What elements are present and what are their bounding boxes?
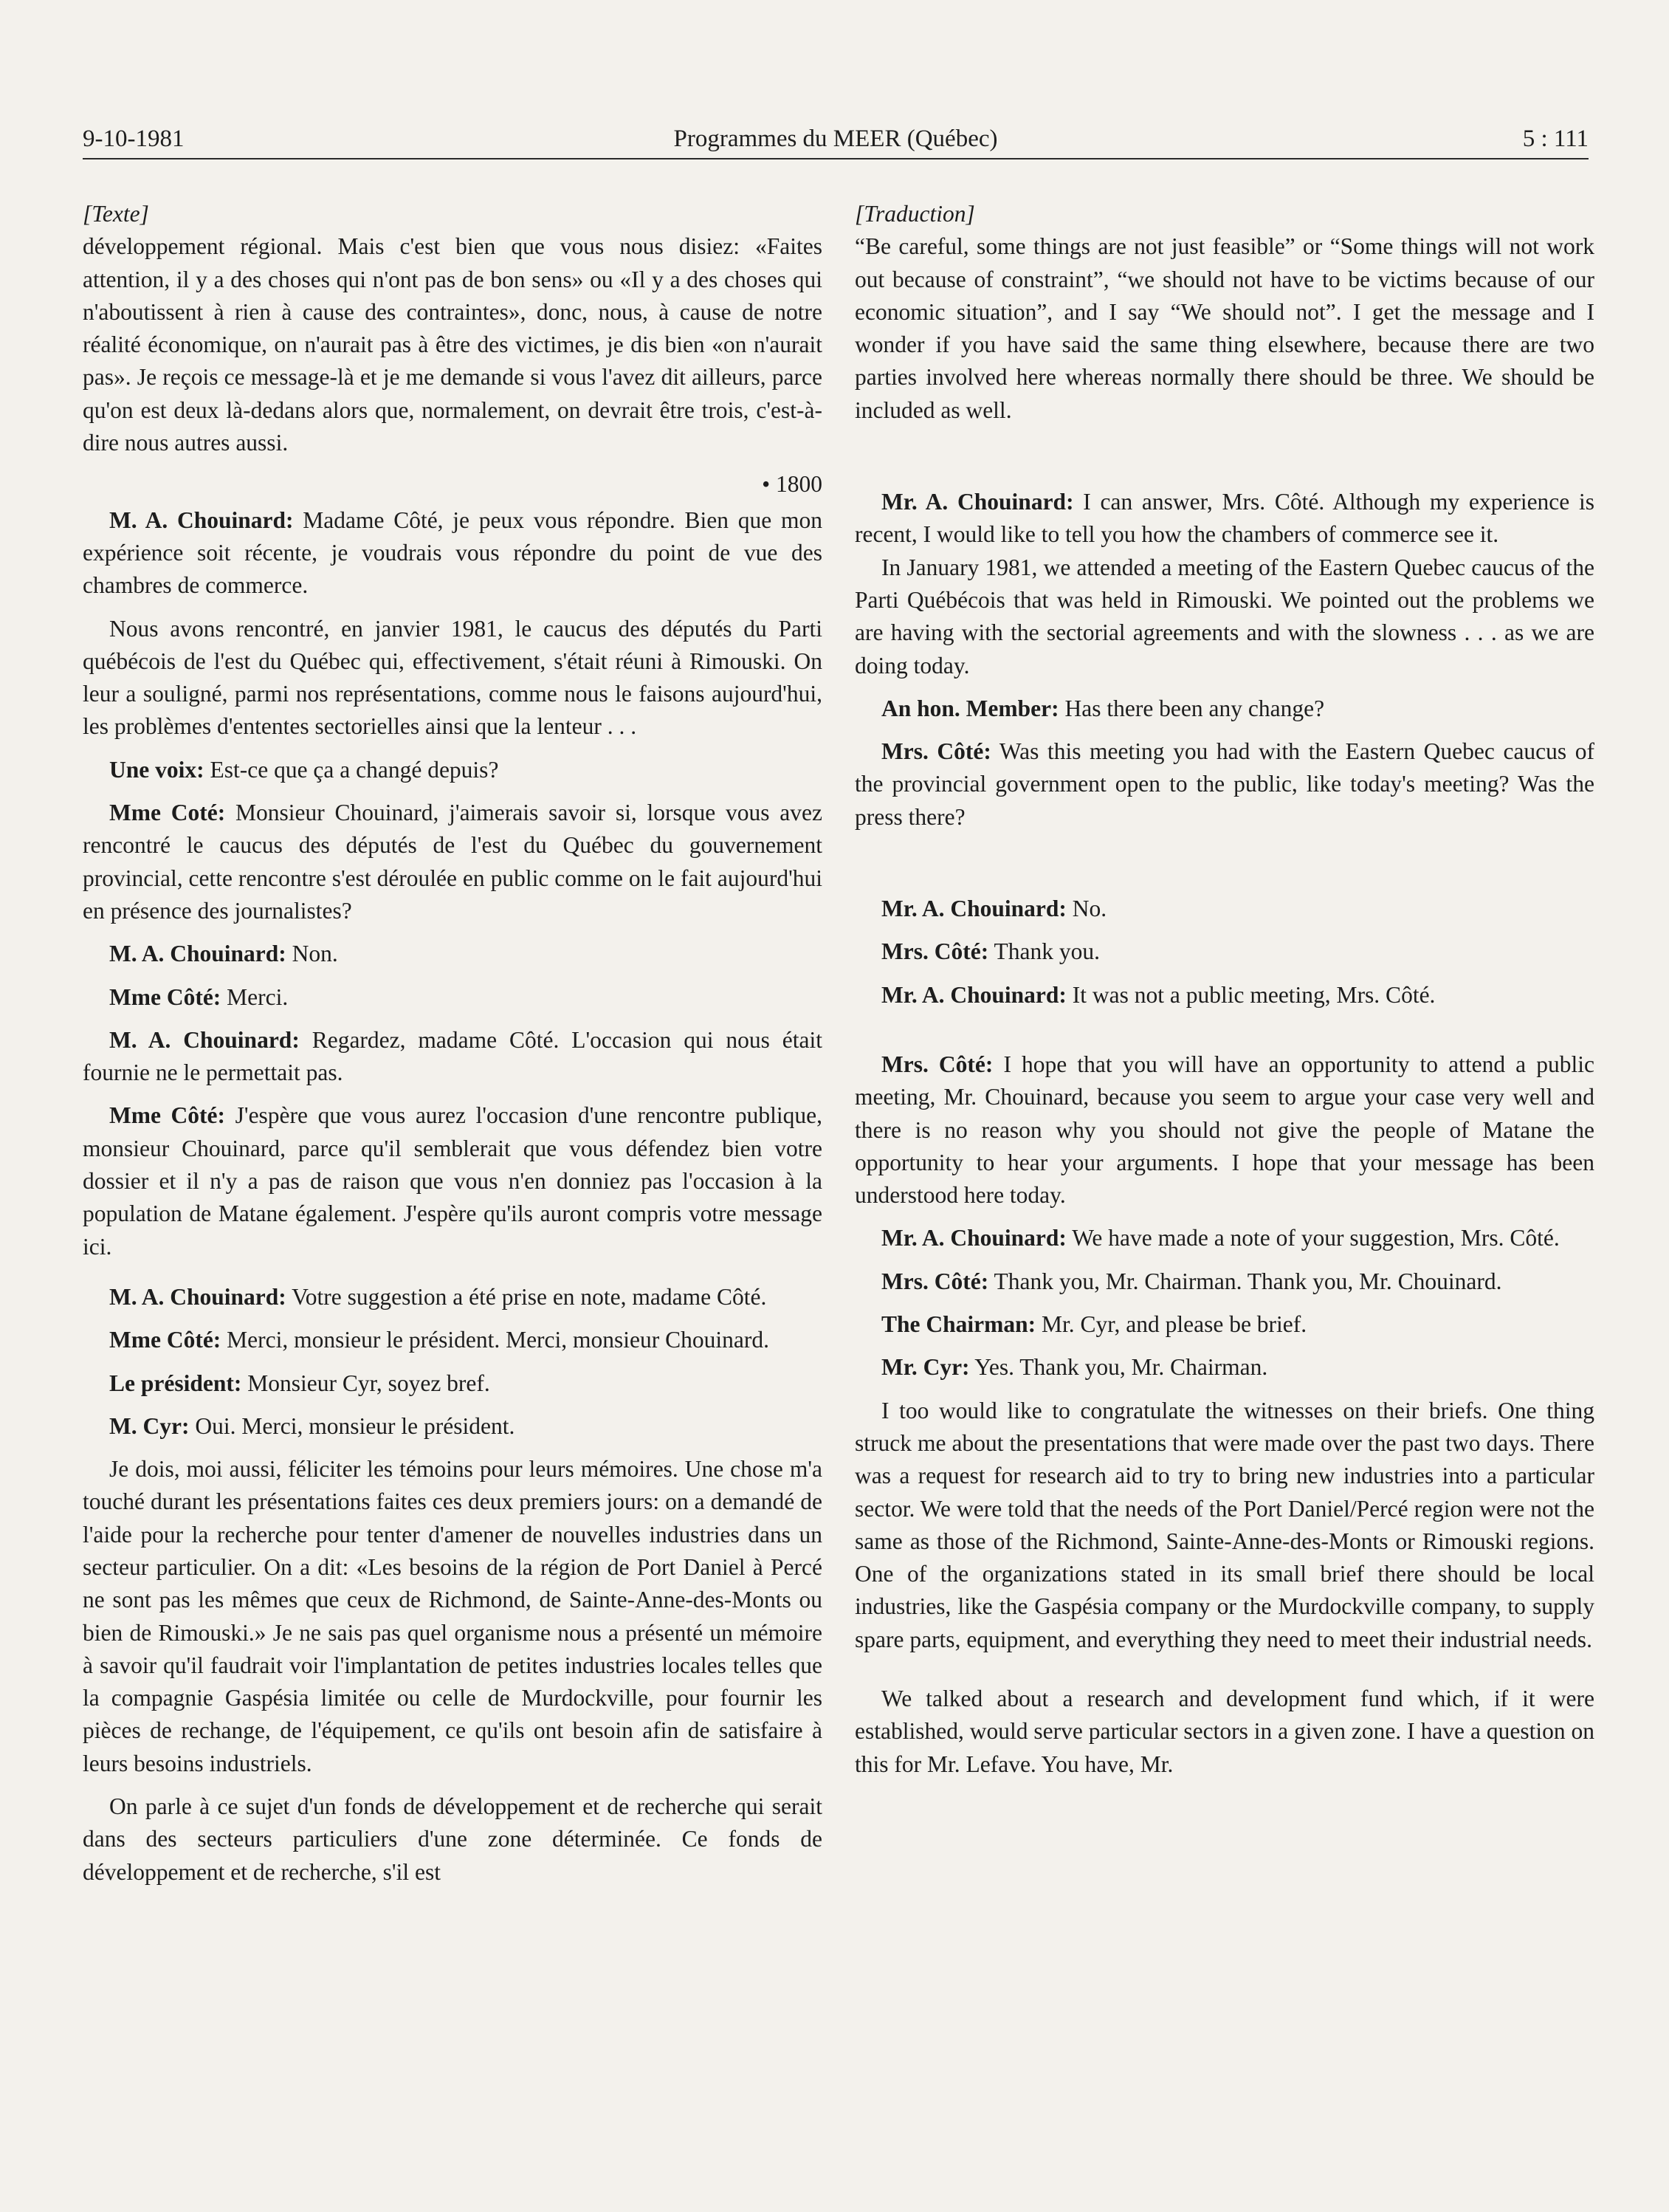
speaker: Mme Côté:: [109, 983, 221, 1010]
time-marker: • 1800: [762, 471, 822, 498]
speech: [83, 981, 822, 1014]
speech-text: Votre suggestion a été prise en note, madame Côté.: [286, 1283, 767, 1310]
speaker: Mr. A. Chouinard:: [881, 1225, 1067, 1251]
speech-text: Est-ce que ça a changé depuis?: [204, 756, 499, 783]
header-date: 9-10-1981: [83, 126, 185, 152]
speaker: M. A. Chouinard:: [109, 1283, 286, 1310]
speech: [855, 979, 1594, 1011]
speech-text: I can answer, Mrs. Côté. Although my experience is recent, I would like to tell you how the chambers of commerce see it.: [855, 489, 1594, 548]
speech: [83, 1024, 822, 1090]
speech: [855, 893, 1594, 925]
speech: [855, 1351, 1594, 1384]
speaker: The Chairman:: [881, 1311, 1036, 1338]
speaker: Mr. A. Chouinard:: [881, 896, 1067, 922]
speech-text: No.: [1066, 896, 1107, 922]
speech: [83, 1324, 822, 1356]
speech-text: Monsieur Cyr, soyez bref.: [241, 1370, 490, 1396]
paragraph: On parle à ce sujet d'un fonds de développement et de recherche qui serait dans des secteurs particuliers d'une zone déterminée. Ce fonds de développement et de recherche, s'il est: [83, 1793, 822, 1885]
speaker: Mrs. Côté:: [881, 938, 989, 965]
speech: [855, 693, 1594, 725]
speaker: Mr. Cyr:: [881, 1354, 970, 1381]
column-english: [855, 198, 1594, 1781]
paragraph: We talked about a research and development fund which, if it were established, would serve particular sectors in a given zone. I have a question on this for Mr. Lefave. You have, Mr.: [855, 1685, 1594, 1777]
speaker: Mme Coté:: [109, 800, 226, 826]
speech: [855, 1308, 1594, 1341]
speaker: M. A. Chouinard:: [109, 1026, 300, 1053]
speech-text: Was this meeting you had with the Eastern Quebec caucus of the provincial government open to the public, like today's meeting? Was the press there?: [855, 738, 1594, 830]
speech: [83, 938, 822, 970]
speech-text: I hope that you will have an opportunity to attend a public meeting, Mr. Chouinard, because you seem to argue your case very well and there is no reason why you should not give the people of Matane the opportunity to hear your arguments. I hope that your message has been understood here today.: [855, 1051, 1594, 1209]
speaker: Mme Côté:: [109, 1102, 226, 1129]
speech: [855, 1048, 1594, 1212]
paragraph: “Be careful, some things are not just feasible” or “Some things will not work out because of constraint”, “we should not have to be victims because of our economic situation”, and I say “We should not”. I get the message and I wonder if you have said the same thing elsewhere, because there are two parties involved here whereas normally there should be three. We should be included as well.: [855, 233, 1594, 423]
speaker: M. A. Chouinard:: [109, 941, 286, 967]
header-rule: [83, 158, 1589, 159]
speaker: Une voix:: [109, 756, 204, 783]
speaker: Mrs. Côté:: [881, 1051, 994, 1077]
speaker: Mr. A. Chouinard:: [881, 489, 1074, 515]
speech: [83, 1281, 822, 1313]
speech-text: Merci.: [221, 983, 289, 1010]
speech-text: Has there been any change?: [1059, 695, 1325, 721]
header-title: Programmes du MEER (Québec): [673, 126, 998, 152]
speech-text: Monsieur Chouinard, j'aimerais savoir si, lorsque vous avez rencontré le caucus des députés de l'est du Québec du gouvernement provincial, cette rencontre s'est déroulée en public comme on le fait aujourd'hui en présence des journalistes?: [83, 800, 822, 924]
paragraph: In January 1981, we attended a meeting of the Eastern Quebec caucus of the Parti Québécois that was held in Rimouski. We pointed out the problems we are having with the sectorial agreements and with the slowness . . . as we are doing today.: [855, 554, 1594, 679]
speech-text: J'espère que vous aurez l'occasion d'une rencontre publique, monsieur Chouinard, parce qu'il semblerait que vous défendez bien votre dossier et il n'y a pas de raison que vous n'en donniez pas l'occasion à la population de Matane également. J'espère qu'ils auront compris votre message ici.: [83, 1102, 822, 1260]
paragraph: Je dois, moi aussi, féliciter les témoins pour leurs mémoires. Une chose m'a touché durant les présentations faites ces deux premiers jours: on a demandé de l'aide pour la recherche pour tenter d'amener de nouvelles industries dans un secteur particulier. On a dit: «Les besoins de la région de Port Daniel à Percé ne sont pas les mêmes que ceux de Richmond, de Sainte-Anne-des-Monts ou bien de Rimouski.» Je ne sais pas quel organisme nous a présenté un mémoire à savoir qu'il faudrait voir l'implantation de petites industries locales telles que la compagnie Gaspésia limitée ou celle de Murdockville, pour fournir les pièces de rechange, de l'équipement, ce qu'ils ont besoin afin de satisfaire à leurs besoins industriels.: [83, 1456, 822, 1776]
speaker: An hon. Member:: [881, 695, 1059, 721]
speech: [83, 797, 822, 927]
column-french: [83, 198, 822, 1889]
speech-text: It was not a public meeting, Mrs. Côté.: [1066, 981, 1436, 1008]
speech: [83, 1410, 822, 1443]
speech: [855, 1222, 1594, 1254]
column-label: [Texte]: [83, 201, 149, 227]
speech-text: Thank you.: [988, 938, 1100, 965]
speaker: Le président:: [109, 1370, 242, 1396]
speech-text: Regardez, madame Côté. L'occasion qui nous était fournie ne le permettait pas.: [83, 1026, 822, 1086]
speaker: Mme Côté:: [109, 1327, 221, 1353]
paragraph: développement régional. Mais c'est bien que vous nous disiez: «Faites attention, il y a des choses qui n'ont pas de bon sens» ou «Il y a des choses qui n'aboutissent à rien à cause des contraintes», donc, nous, à cause de notre réalité économique, on n'aurait pas à être des victimes, je dis bien «on n'aurait pas». Je reçois ce message-là et je me demande si vous l'avez dit ailleurs, parce qu'on est deux là-dedans alors que, normalement, on devrait être trois, c'est-à-dire nous autres aussi.: [83, 233, 822, 456]
speech-text: Madame Côté, je peux vous répondre. Bien que mon expérience soit récente, je voudrais vous répondre du point de vue des chambres de commerce.: [83, 506, 822, 599]
speech: [855, 1265, 1594, 1298]
speech: [855, 935, 1594, 968]
speech: [855, 486, 1594, 552]
speaker: M. A. Chouinard:: [109, 506, 294, 533]
speech-text: Thank you, Mr. Chairman. Thank you, Mr. Chouinard.: [988, 1268, 1502, 1294]
column-label: [Traduction]: [855, 201, 975, 227]
speech-text: Non.: [286, 941, 338, 967]
speech: [83, 1099, 822, 1263]
speech-text: Oui. Merci, monsieur le président.: [189, 1412, 515, 1439]
paragraph: Nous avons rencontré, en janvier 1981, le caucus des députés du Parti québécois de l'est du Québec qui, effectivement, s'était réuni à Rimouski. On leur a souligné, parmi nos représentations, comme nous le faisons aujourd'hui, les problèmes d'ententes sectorielles ainsi que la lenteur . . .: [83, 615, 822, 740]
speech-text: Mr. Cyr, and please be brief.: [1036, 1311, 1307, 1338]
speech: [83, 504, 822, 602]
speaker: M. Cyr:: [109, 1412, 190, 1439]
speech-text: Merci, monsieur le président. Merci, monsieur Chouinard.: [221, 1327, 769, 1353]
speaker: Mrs. Côté:: [881, 738, 991, 765]
paragraph: I too would like to congratulate the witnesses on their briefs. One thing struck me about the presentations that were made over the past two days. There was a request for research aid to try to bring new industries into a particular sector. We were told that the needs of the Port Daniel/Percé region were not the same as those of the Richmond, Sainte-Anne-des-Monts or Rimouski regions. One of the organizations stated in its small brief there should be local industries, like the Gaspésia company or the Murdockville company, to supply spare parts, equipment, and everything they need to meet their industrial needs.: [855, 1397, 1594, 1652]
speech: [83, 754, 822, 786]
speech: [855, 735, 1594, 834]
speech-text: We have made a note of your suggestion, Mrs. Côté.: [1066, 1225, 1560, 1251]
speaker: Mr. A. Chouinard:: [881, 981, 1067, 1008]
speech-text: Yes. Thank you, Mr. Chairman.: [969, 1354, 1268, 1381]
speech: [83, 1367, 822, 1400]
speaker: Mrs. Côté:: [881, 1268, 989, 1294]
header-page-number: 5 : 111: [1522, 126, 1589, 152]
